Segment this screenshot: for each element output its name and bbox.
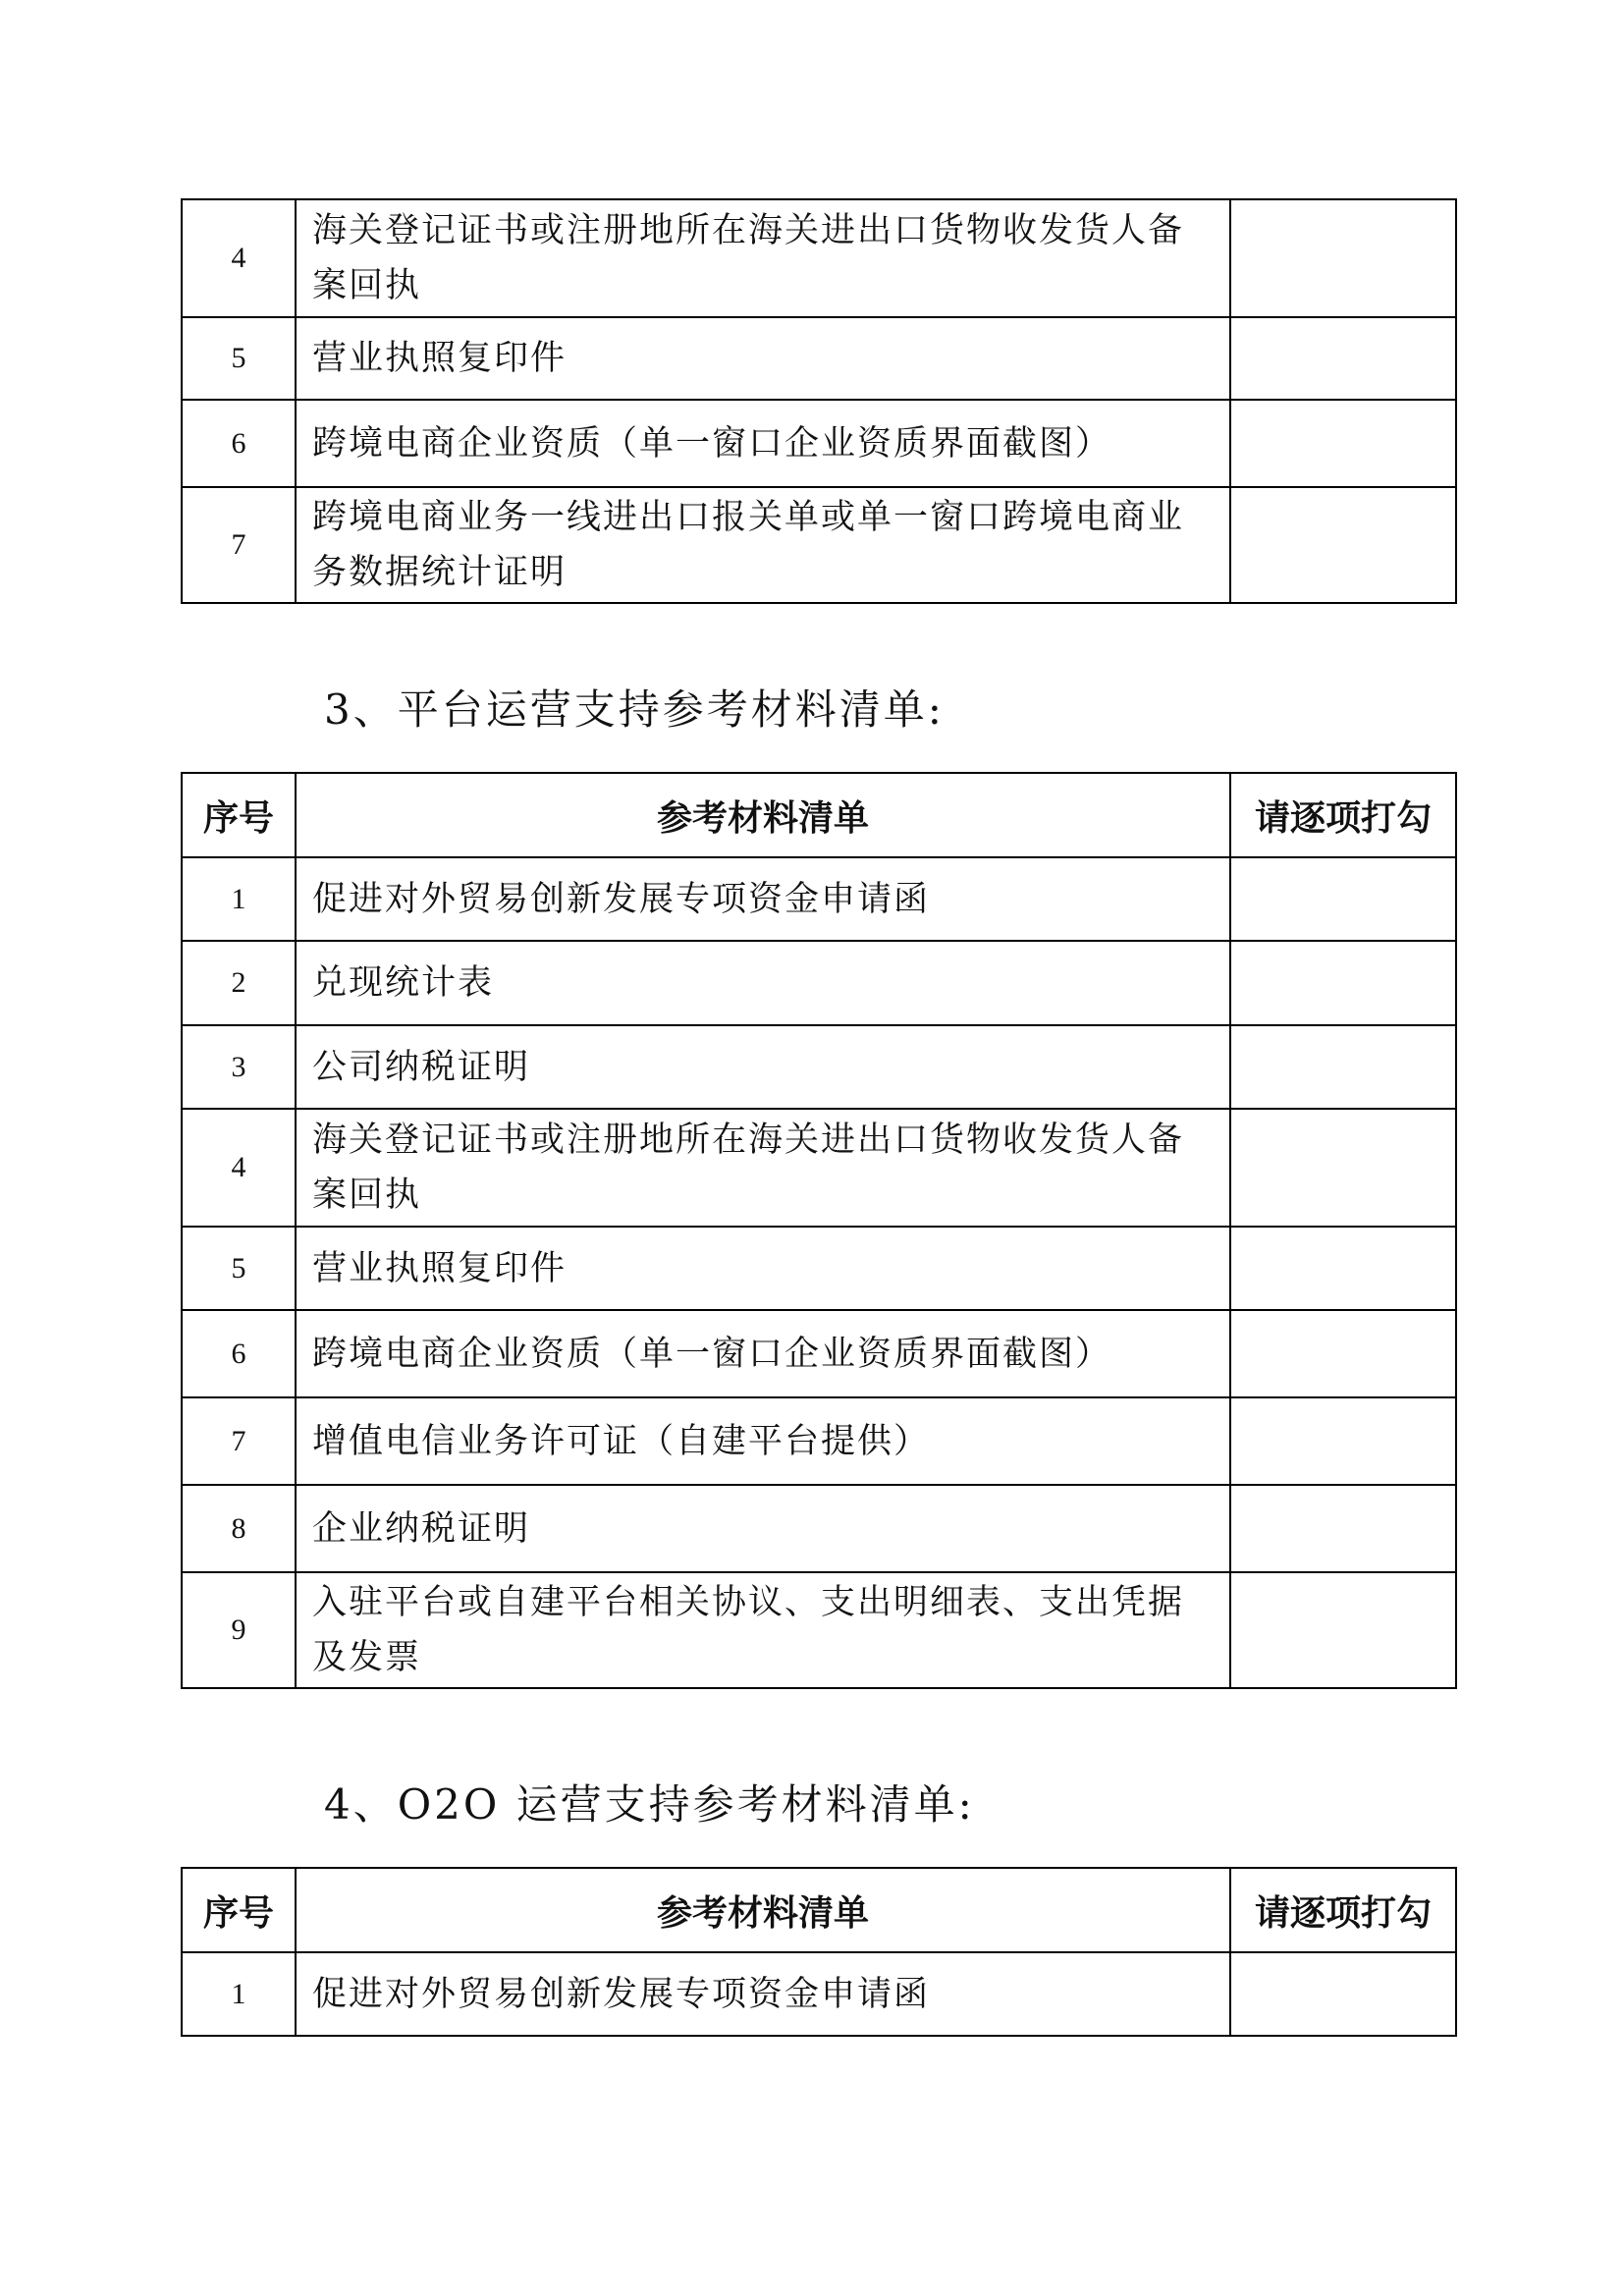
row-number: 1 [182, 857, 296, 941]
check-cell[interactable] [1230, 1310, 1456, 1397]
header-materials: 参考材料清单 [296, 1868, 1230, 1952]
material-item: 海关登记证书或注册地所在海关进出口货物收发货人备案回执 [296, 199, 1230, 317]
table-row [182, 857, 1456, 941]
material-item: 兑现统计表 [296, 941, 1230, 1025]
check-cell[interactable] [1230, 1572, 1456, 1688]
table-row [182, 1397, 1456, 1485]
check-cell[interactable] [1230, 199, 1456, 317]
material-item: 跨境电商业务一线进出口报关单或单一窗口跨境电商业务数据统计证明 [296, 487, 1230, 603]
table-row [182, 317, 1456, 400]
check-cell[interactable] [1230, 1397, 1456, 1485]
check-cell[interactable] [1230, 1025, 1456, 1109]
header-number: 序号 [182, 1868, 296, 1952]
section-heading-o2o-operation: 4、O2O 运营支持参考材料清单: [324, 1780, 975, 1829]
row-number: 2 [182, 941, 296, 1025]
check-cell[interactable] [1230, 1109, 1456, 1227]
header-check: 请逐项打勾 [1230, 773, 1456, 857]
o2o-materials-table [181, 1867, 1457, 2037]
table-row [182, 1485, 1456, 1572]
material-item: 公司纳税证明 [296, 1025, 1230, 1109]
table-row [182, 1025, 1456, 1109]
row-number: 7 [182, 487, 296, 603]
row-number: 9 [182, 1572, 296, 1688]
material-item: 企业纳税证明 [296, 1485, 1230, 1572]
header-check: 请逐项打勾 [1230, 1868, 1456, 1952]
table-row [182, 1109, 1456, 1227]
check-cell[interactable] [1230, 857, 1456, 941]
table-row [182, 199, 1456, 317]
row-number: 4 [182, 1109, 296, 1227]
header-number: 序号 [182, 773, 296, 857]
table-header-row [182, 1868, 1456, 1952]
check-cell[interactable] [1230, 317, 1456, 400]
row-number: 8 [182, 1485, 296, 1572]
table-row [182, 941, 1456, 1025]
row-number: 7 [182, 1397, 296, 1485]
material-item: 营业执照复印件 [296, 1227, 1230, 1310]
material-item: 入驻平台或自建平台相关协议、支出明细表、支出凭据及发票 [296, 1572, 1230, 1688]
row-number: 3 [182, 1025, 296, 1109]
row-number: 5 [182, 317, 296, 400]
header-materials: 参考材料清单 [296, 773, 1230, 857]
row-number: 5 [182, 1227, 296, 1310]
material-item: 跨境电商企业资质（单一窗口企业资质界面截图） [296, 400, 1230, 487]
check-cell[interactable] [1230, 400, 1456, 487]
table-row [182, 1952, 1456, 2036]
check-cell[interactable] [1230, 1952, 1456, 2036]
check-cell[interactable] [1230, 487, 1456, 603]
table-row [182, 1227, 1456, 1310]
material-item: 增值电信业务许可证（自建平台提供） [296, 1397, 1230, 1485]
platform-materials-table [181, 772, 1457, 1689]
section-heading-platform-operation: 3、平台运营支持参考材料清单: [324, 685, 945, 734]
row-number: 4 [182, 199, 296, 317]
material-item: 营业执照复印件 [296, 317, 1230, 400]
table-row [182, 1310, 1456, 1397]
check-cell[interactable] [1230, 941, 1456, 1025]
material-item: 促进对外贸易创新发展专项资金申请函 [296, 1952, 1230, 2036]
table-row [182, 400, 1456, 487]
row-number: 6 [182, 400, 296, 487]
material-item: 促进对外贸易创新发展专项资金申请函 [296, 857, 1230, 941]
table-row [182, 1572, 1456, 1688]
material-item: 跨境电商企业资质（单一窗口企业资质界面截图） [296, 1310, 1230, 1397]
row-number: 1 [182, 1952, 296, 2036]
materials-table-continued [181, 198, 1457, 604]
table-header-row [182, 773, 1456, 857]
check-cell[interactable] [1230, 1227, 1456, 1310]
row-number: 6 [182, 1310, 296, 1397]
material-item: 海关登记证书或注册地所在海关进出口货物收发货人备案回执 [296, 1109, 1230, 1227]
check-cell[interactable] [1230, 1485, 1456, 1572]
table-row [182, 487, 1456, 603]
